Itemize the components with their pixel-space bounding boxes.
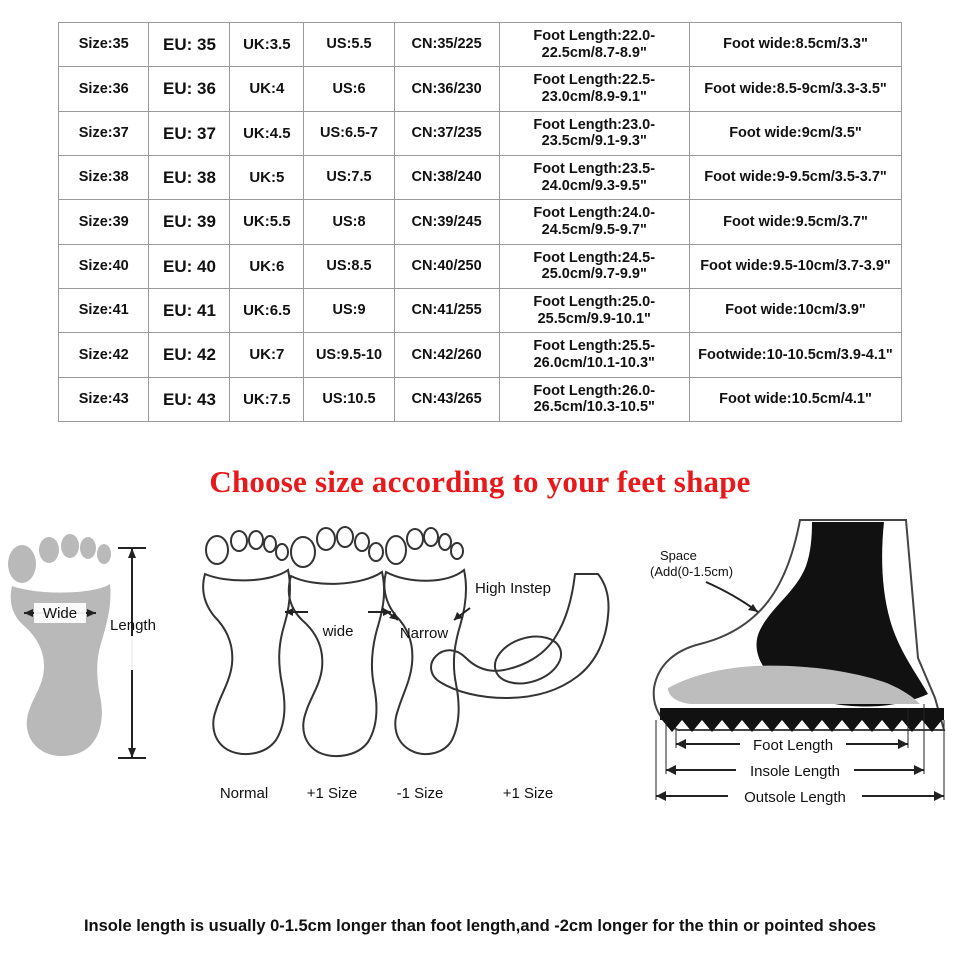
cell-us: US:7.5 [304, 156, 394, 200]
cell-eu: EU: 41 [149, 289, 230, 333]
cell-foot-length: Foot Length:23.0-23.5cm/9.1-9.3" [499, 111, 690, 155]
caption-narrow: -1 Size [396, 785, 444, 803]
cell-size: Size:35 [59, 23, 149, 67]
cell-uk: UK:6 [230, 244, 304, 288]
table-row [59, 156, 902, 200]
cell-size: Size:38 [59, 156, 149, 200]
size-table-body [59, 23, 902, 422]
cell-foot-length: Foot Length:26.0-26.5cm/10.3-10.5" [499, 377, 690, 421]
cell-us: US:5.5 [304, 23, 394, 67]
cell-uk: UK:3.5 [230, 23, 304, 67]
shoe-cross-section [650, 520, 944, 806]
cell-size: Size:36 [59, 67, 149, 111]
headline: Choose size according to your feet shape [209, 464, 751, 500]
cell-cn: CN:43/265 [394, 377, 499, 421]
table-row [59, 377, 902, 421]
grey-foot-length-label: Length [110, 617, 156, 635]
cell-uk: UK:4 [230, 67, 304, 111]
cell-eu: EU: 42 [149, 333, 230, 377]
cell-uk: UK:5.5 [230, 200, 304, 244]
cell-foot-length: Foot Length:25.5-26.0cm/10.1-10.3" [499, 333, 690, 377]
grey-foot-illustration [8, 534, 156, 758]
grey-foot-wide-label: Wide [42, 605, 78, 623]
cell-foot-length: Foot Length:22.0-22.5cm/8.7-8.9" [499, 23, 690, 67]
table-row [59, 200, 902, 244]
cell-foot-wide: Foot wide:10.5cm/4.1" [690, 377, 902, 421]
cell-eu: EU: 37 [149, 111, 230, 155]
table-row [59, 23, 902, 67]
cell-foot-length: Foot Length:24.5-25.0cm/9.7-9.9" [499, 244, 690, 288]
label-wide: wide [322, 623, 354, 641]
measure-outsole-length: Outsole Length [744, 789, 846, 807]
cell-eu: EU: 39 [149, 200, 230, 244]
caption-high-instep: +1 Size [502, 785, 554, 803]
cell-us: US:6.5-7 [304, 111, 394, 155]
cell-cn: CN:36/230 [394, 67, 499, 111]
cell-us: US:10.5 [304, 377, 394, 421]
footnote: Insole length is usually 0-1.5cm longer than foot length,and -2cm longer for the thin or pointed shoes [83, 917, 877, 935]
label-narrow: Narrow [399, 625, 449, 643]
cell-foot-wide: Foot wide:8.5-9cm/3.3-3.5" [690, 67, 902, 111]
cell-us: US:6 [304, 67, 394, 111]
cell-eu: EU: 40 [149, 244, 230, 288]
cell-foot-wide: Foot wide:9cm/3.5" [690, 111, 902, 155]
size-table [58, 22, 902, 422]
cell-cn: CN:40/250 [394, 244, 499, 288]
cell-cn: CN:42/260 [394, 333, 499, 377]
foot-outline-normal [203, 531, 290, 802]
cell-size: Size:41 [59, 289, 149, 333]
cell-foot-length: Foot Length:25.0-25.5cm/9.9-10.1" [499, 289, 690, 333]
cell-foot-wide: Foot wide:8.5cm/3.3" [690, 23, 902, 67]
cell-uk: UK:6.5 [230, 289, 304, 333]
cell-uk: UK:7 [230, 333, 304, 377]
cell-foot-length: Foot Length:22.5-23.0cm/8.9-9.1" [499, 67, 690, 111]
space-label-line1: Space [660, 548, 697, 564]
measure-foot-length: Foot Length [752, 737, 834, 755]
cell-us: US:8.5 [304, 244, 394, 288]
cell-size: Size:40 [59, 244, 149, 288]
table-row [59, 111, 902, 155]
cell-eu: EU: 43 [149, 377, 230, 421]
cell-us: US:9.5-10 [304, 333, 394, 377]
cell-cn: CN:39/245 [394, 200, 499, 244]
foot-outline-narrow [382, 528, 470, 802]
caption-wide: +1 Size [306, 785, 358, 803]
cell-foot-wide: Foot wide:9.5cm/3.7" [690, 200, 902, 244]
cell-us: US:9 [304, 289, 394, 333]
cell-us: US:8 [304, 200, 394, 244]
table-row [59, 67, 902, 111]
cell-foot-length: Foot Length:24.0-24.5cm/9.5-9.7" [499, 200, 690, 244]
size-table-container [0, 0, 960, 422]
cell-foot-wide: Foot wide:9-9.5cm/3.5-3.7" [690, 156, 902, 200]
cell-cn: CN:37/235 [394, 111, 499, 155]
cell-foot-wide: Foot wide:9.5-10cm/3.7-3.9" [690, 244, 902, 288]
table-row [59, 244, 902, 288]
table-row [59, 333, 902, 377]
cell-size: Size:39 [59, 200, 149, 244]
cell-cn: CN:35/225 [394, 23, 499, 67]
space-label-line2: (Add(0-1.5cm) [650, 564, 734, 580]
cell-uk: UK:7.5 [230, 377, 304, 421]
label-high-instep: High Instep [475, 580, 551, 598]
cell-eu: EU: 35 [149, 23, 230, 67]
caption-normal: Normal [219, 785, 269, 803]
cell-uk: UK:4.5 [230, 111, 304, 155]
cell-foot-length: Foot Length:23.5-24.0cm/9.3-9.5" [499, 156, 690, 200]
cell-size: Size:43 [59, 377, 149, 421]
cell-cn: CN:38/240 [394, 156, 499, 200]
cell-eu: EU: 38 [149, 156, 230, 200]
cell-uk: UK:5 [230, 156, 304, 200]
feet-shape-diagram [0, 508, 960, 807]
cell-size: Size:42 [59, 333, 149, 377]
cell-size: Size:37 [59, 111, 149, 155]
cell-cn: CN:41/255 [394, 289, 499, 333]
measure-insole-length: Insole Length [749, 763, 841, 781]
cell-foot-wide: Footwide:10-10.5cm/3.9-4.1" [690, 333, 902, 377]
cell-eu: EU: 36 [149, 67, 230, 111]
table-row [59, 289, 902, 333]
cell-foot-wide: Foot wide:10cm/3.9" [690, 289, 902, 333]
foot-outline-wide [285, 527, 391, 802]
